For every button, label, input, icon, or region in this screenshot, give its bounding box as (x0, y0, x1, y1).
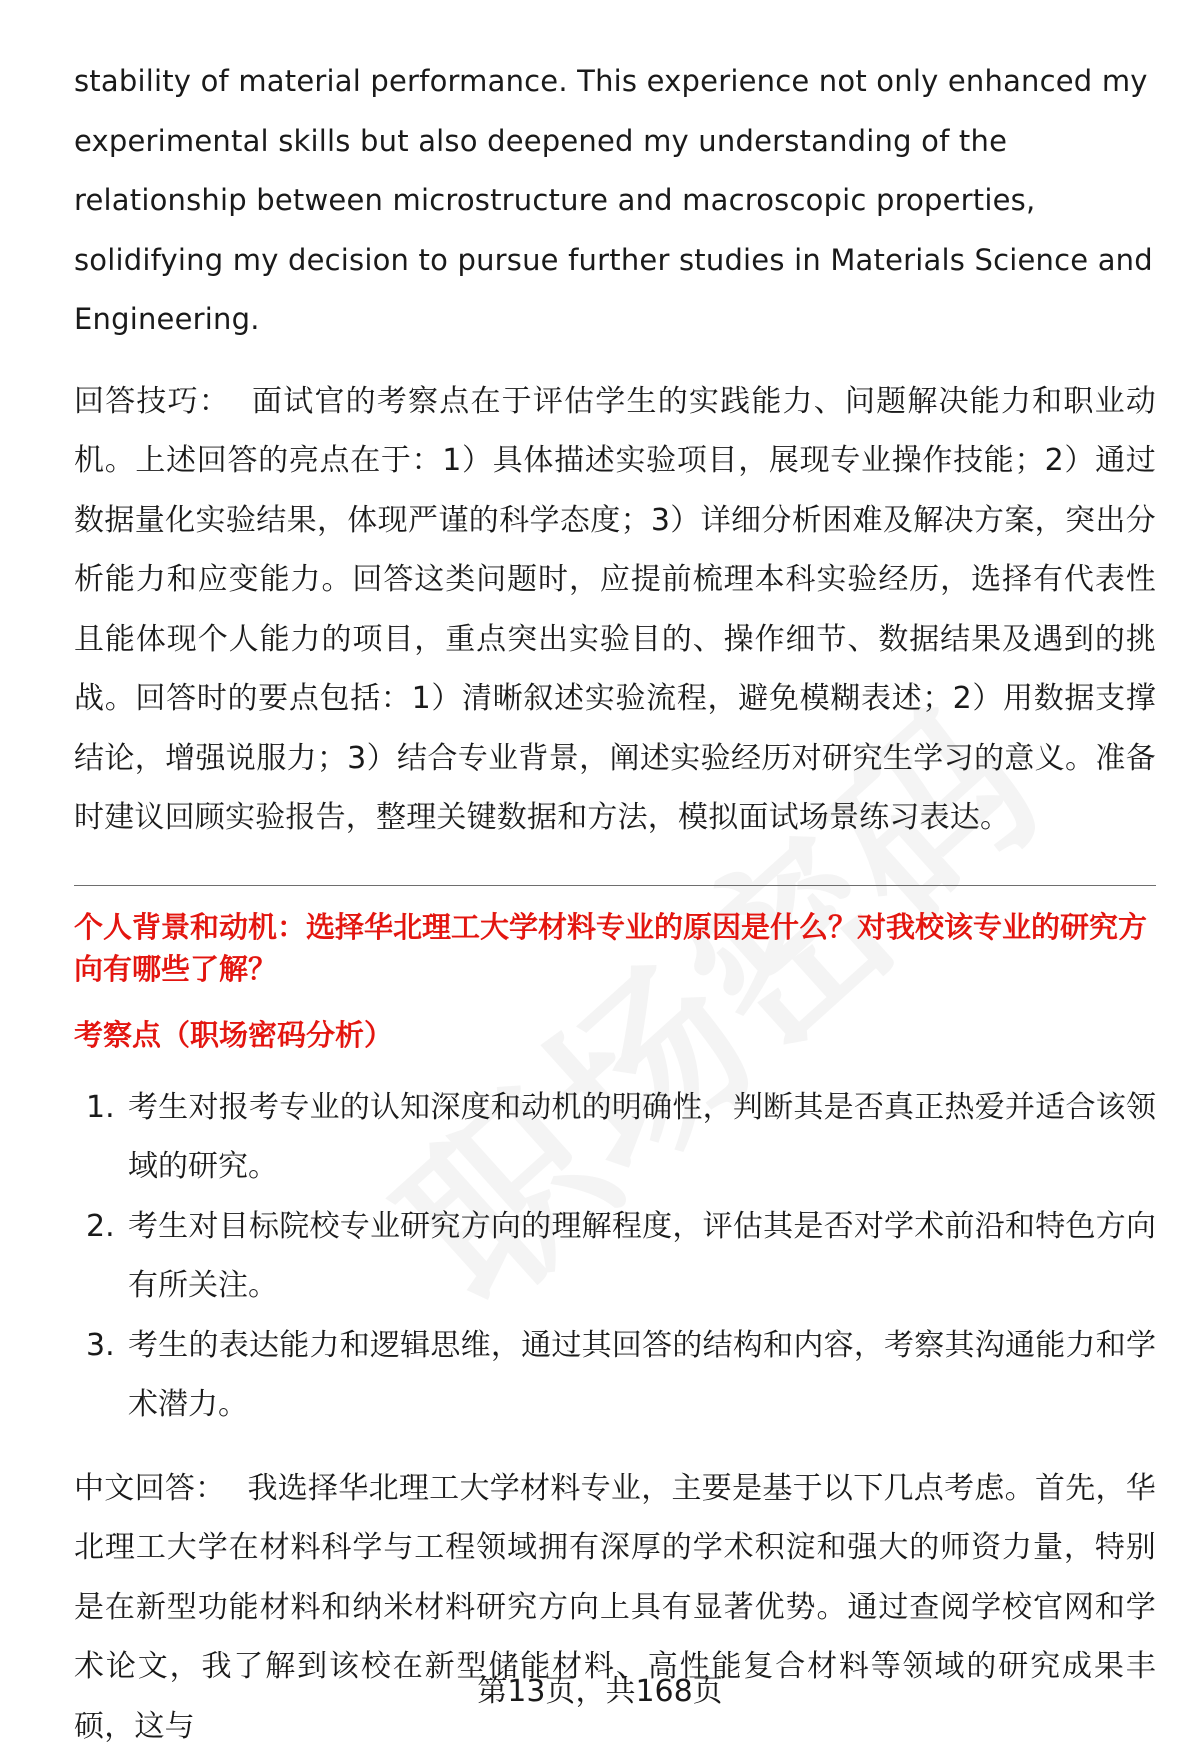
answer-label: 中文回答： (74, 1471, 225, 1506)
list-item-number: 2. (86, 1197, 115, 1257)
tips-text: 面试官的考察点在于评估学生的实践能力、问题解决能力和职业动机。上述回答的亮点在于：1）具体描述实验项目，展现专业操作技能；2）通过数据量化实验结果，体现严谨的科学态度；3）详细分析困难及解决方案，突出分析能力和应变能力。回答这类问题时，应提前梳理本科实验经历，选择有代表性且能体现个人能力的项目，重点突出实验目的、操作细节、数据结果及遇到的挑战。回答时的要点包括：1）清晰叙述实验流程，避免模糊表述；2）用数据支撑结论，增强说服力；3）结合专业背景，阐述实验经历对研究生学习的意义。准备时建议回顾实验报告，整理关键数据和方法，模拟面试场景练习表达。 (74, 384, 1156, 836)
answer-text: 我选择华北理工大学材料专业，主要是基于以下几点考虑。首先，华北理工大学在材料科学与工程领域拥有深厚的学术积淀和强大的师资力量，特别是在新型功能材料和纳米材料研究方向上具有显著优势。通过查阅学校官网和学术论文，我了解到该校在新型储能材料、高性能复合材料等领域的研究成果丰硕，这与 (74, 1471, 1156, 1744)
intro-paragraph: stability of material performance. This experience not only enhanced my experimental skills but also deepened my understanding of the relationship between microstructure and macroscopic properties, solidifying my decision to pursue further studies in Materials Science and Engineering. (74, 52, 1156, 350)
list-item-text: 考生对报考专业的认知深度和动机的明确性，判断其是否真正热爱并适合该领域的研究。 (128, 1090, 1156, 1185)
tips-label: 回答技巧： (74, 384, 230, 419)
list-item-number: 3. (86, 1316, 115, 1376)
question-title: 个人背景和动机：选择华北理工大学材料专业的原因是什么？对我校该专业的研究方向有哪些了解？ (74, 906, 1156, 990)
list-item-text: 考生的表达能力和逻辑思维，通过其回答的结构和内容，考察其沟通能力和学术潜力。 (128, 1328, 1156, 1423)
list-item-text: 考生对目标院校专业研究方向的理解程度，评估其是否对学术前沿和特色方向有所关注。 (128, 1209, 1156, 1304)
page-indicator: 第13页，共168页 (0, 1670, 1200, 1714)
list-item (74, 1316, 1156, 1435)
points-heading: 考察点（职场密码分析） (74, 1014, 1156, 1056)
list-item (74, 1078, 1156, 1197)
tips-paragraph (74, 372, 1156, 848)
list-item (74, 1197, 1156, 1316)
list-item-number: 1. (86, 1078, 115, 1138)
points-list (74, 1078, 1156, 1435)
section-divider (74, 885, 1156, 886)
document-page (74, 52, 1156, 1756)
